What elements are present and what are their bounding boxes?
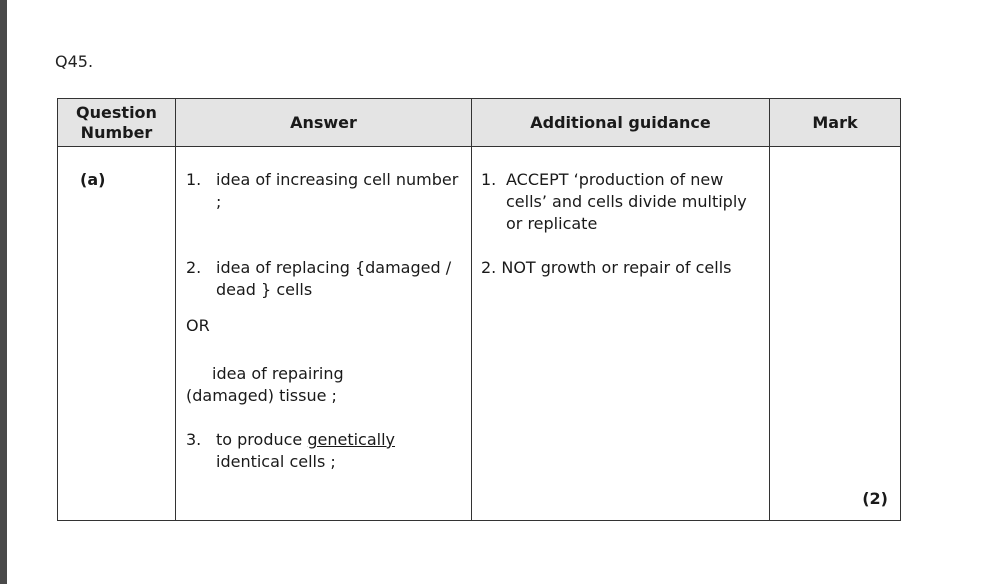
header-answer: Answer (176, 99, 472, 147)
part-label: (a) (58, 147, 176, 521)
answer-point-2 (186, 257, 463, 301)
guidance-point-1-text: ACCEPT ‘production of new cells’ and cells divide multiply or replicate (506, 170, 747, 233)
header-row (58, 99, 901, 147)
answer-point-2-text: idea of replacing {damaged / dead } cells (216, 258, 452, 299)
mark-value: (2) (862, 489, 888, 508)
answer-point-1-text: idea of increasing cell number ; (216, 170, 459, 211)
answer-or: OR (186, 316, 210, 335)
guidance-cell (472, 147, 770, 521)
answer-point-3-post: identical cells ; (216, 452, 336, 471)
answer-point-1 (186, 169, 463, 213)
question-label: Q45. (55, 52, 94, 71)
answer-alternative (186, 363, 463, 407)
answer-point-3-text (216, 429, 463, 473)
answer-point-2-number: 2. (186, 258, 202, 277)
mark-scheme-table (57, 98, 901, 521)
header-question-number: Question Number (58, 99, 176, 147)
guidance-point-1 (481, 169, 761, 235)
answer-point-1-number: 1. (186, 170, 202, 189)
guidance-point-1-number: 1. (481, 170, 497, 189)
answer-alternative-line-1: idea of repairing (212, 364, 344, 383)
answer-point-3-number: 3. (186, 430, 202, 449)
mark-cell (770, 147, 901, 521)
window-edge (0, 0, 7, 584)
header-mark: Mark (770, 99, 901, 147)
answer-alternative-line-2: (damaged) tissue ; (186, 386, 337, 405)
answer-point-3-pre: to produce (216, 430, 308, 449)
answer-cell (176, 147, 472, 521)
answer-point-3-underlined: genetically (307, 430, 396, 449)
guidance-point-2: 2. NOT growth or repair of cells (481, 258, 732, 277)
header-additional-guidance: Additional guidance (472, 99, 770, 147)
table-row (58, 147, 901, 521)
answer-point-3 (186, 429, 463, 473)
